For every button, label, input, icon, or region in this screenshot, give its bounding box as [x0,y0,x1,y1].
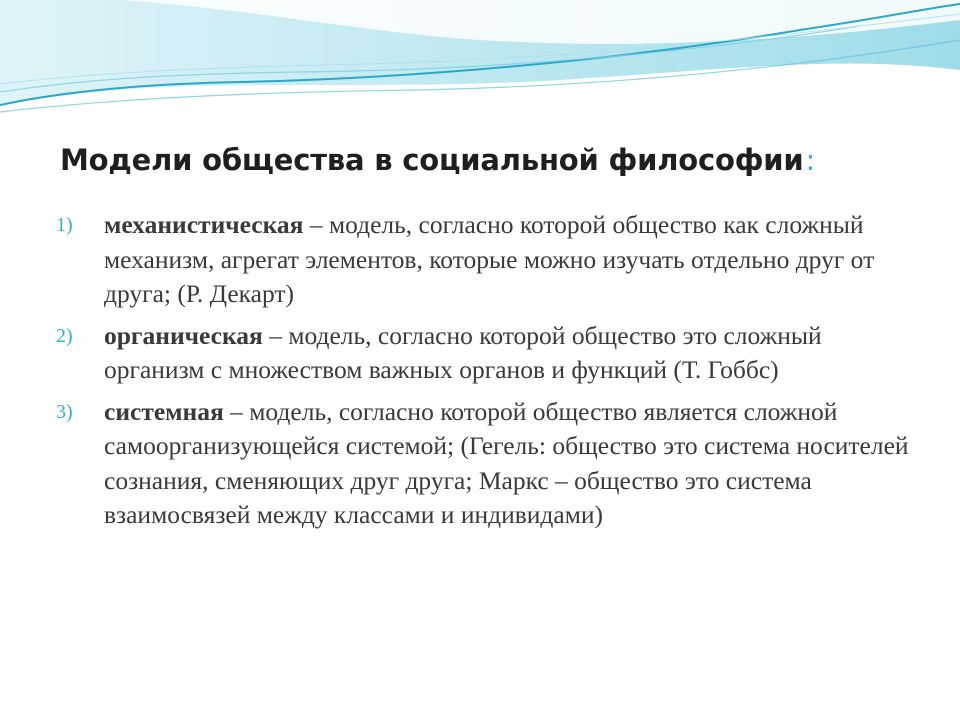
list-item [56,208,916,312]
title-text: Модели общества в социальной философии [60,143,804,177]
list-item [56,395,916,533]
item-number: 2) [56,324,73,347]
slide-title [60,143,930,177]
title-colon: : [805,143,816,177]
item-text: – модель, согласно которой общество как сложный механизм, агрегат элементов, которые можно изучать отдельно друг от друга; (Р. Декарт) [104,210,875,308]
item-text: – модель, согласно которой общество является сложной самоорганизующейся системой; (Гегель: общество это система носителей сознания, сменяющих друг друга; Маркс – общество это система взаимосвязей между классами и индивидами) [104,396,909,529]
item-term: системная [104,396,224,426]
header-wave-decoration [0,0,960,140]
item-text: – модель, согласно которой общество это сложный организм с множеством важных органов и функций (Т. Гоббс) [104,320,822,384]
list-item [56,319,916,388]
item-number: 3) [56,400,73,423]
item-number: 1) [56,214,73,236]
item-term: органическая [104,320,263,350]
item-term: механистическая [104,210,304,239]
models-list [56,208,916,540]
